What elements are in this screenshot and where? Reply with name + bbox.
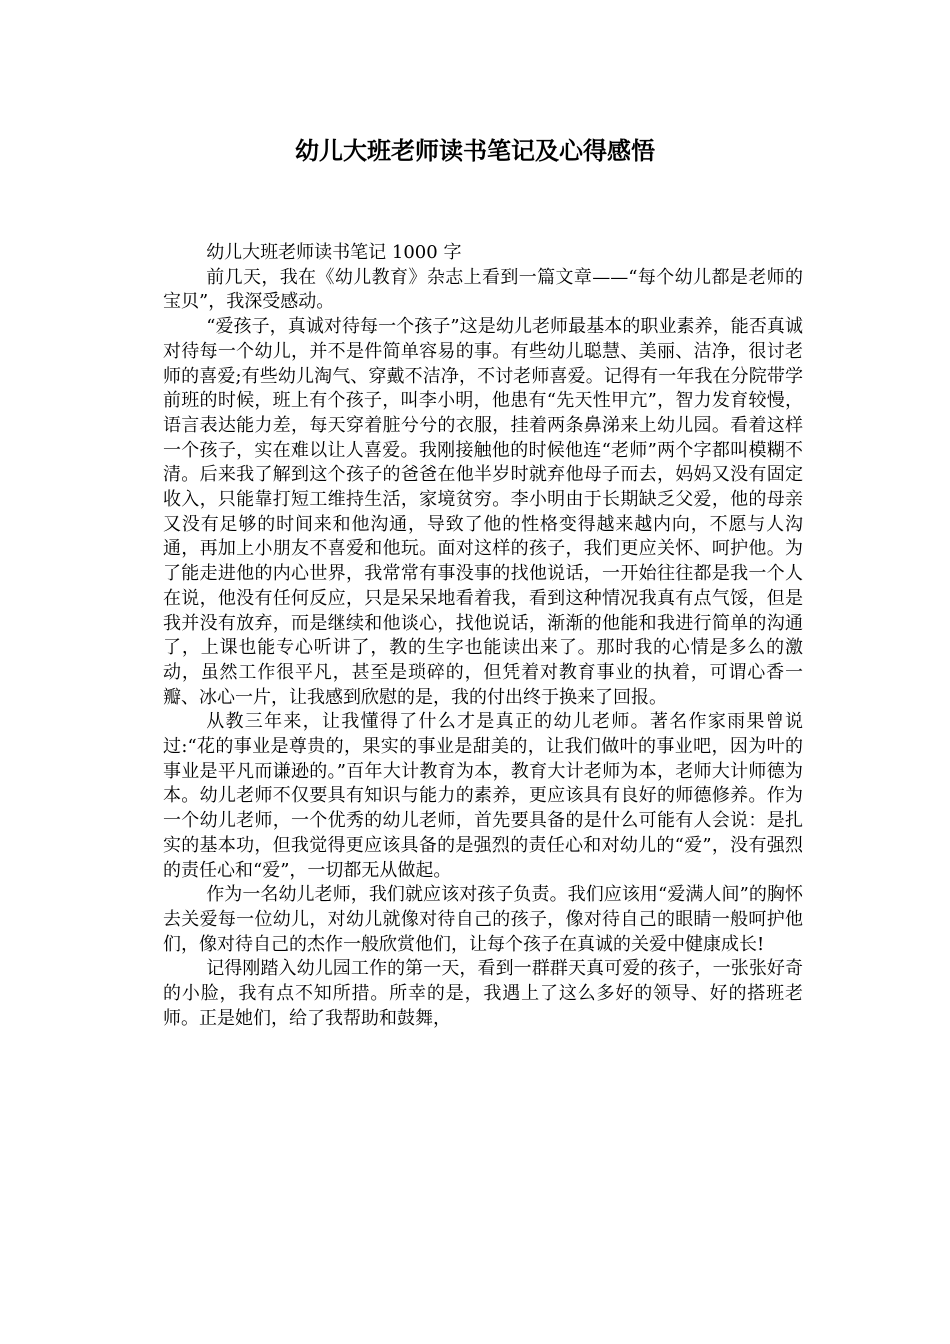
paragraph-heading: 幼儿大班老师读书笔记 1000 字: [206, 242, 462, 263]
paragraph: 作为一名幼儿老师，我们就应该对孩子负责。我们应该用“爱满人间”的胸怀去关爱每一位幼儿，对幼儿就像对待自己的孩子，像对待自己的眼睛一般呵护他们，像对待自己的杰作一般欣赏他们，让每个孩子在真诚的关爱中健康成长!: [163, 884, 803, 955]
paragraph: 从教三年来，让我懂得了什么才是真正的幼儿老师。著名作家雨果曾说过:“花的事业是尊贵的，果实的事业是甜美的，让我们做叶的事业吧，因为叶的事业是平凡而谦逊的。”百年大计教育为本，教育大计老师为本，老师大计师德为本。幼儿老师不仅要具有知识与能力的素养，更应该具有良好的师德修养。作为一个幼儿老师，一个优秀的幼儿老师，首先要具备的是什么可能有人会说：是扎实的基本功，但我觉得更应该具备的是强烈的责任心和对幼儿的“爱”，没有强烈的责任心和“爱”，一切都无从做起。: [163, 711, 803, 881]
paragraph: “爱孩子，真诚对待每一个孩子”这是幼儿老师最基本的职业素养，能否真诚对待每一个幼儿，并不是件简单容易的事。有些幼儿聪慧、美丽、洁净，很讨老师的喜爱;有些幼儿淘气、穿戴不洁净，不讨老师喜爱。记得有一年我在分院带学前班的时候，班上有个孩子，叫李小明，他患有“先天性甲亢”，智力发育较慢，语言表达能力差，每天穿着脏兮兮的衣服，挂着两条鼻涕来上幼儿园。看着这样一个孩子，实在难以让人喜爱。我刚接触他的时候他连“老师”两个字都叫模糊不清。后来我了解到这个孩子的爸爸在他半岁时就弃他母子而去，妈妈又没有固定收入，只能靠打短工维持生活，家境贫穷。李小明由于长期缺乏父爱，他的母亲又没有足够的时间来和他沟通，导致了他的性格变得越来越内向，不愿与人沟通，再加上小朋友不喜爱和他玩。面对这样的孩子，我们更应关怀、呵护他。为了能走进他的内心世界，我常常有事没事的找他说话，一开始往往都是我一个人在说，他没有任何反应，只是呆呆地看着我，看到这种情况我真有点气馁，但是我并没有放弃，而是继续和他谈心，找他说话，渐渐的他能和我进行简单的沟通了，上课也能专心听讲了，教的生字也能读出来了。那时我的心情是多么的激动，虽然工作很平凡，甚至是琐碎的，但凭着对教育事业的执着，可谓心香一瓣、冰心一片，让我感到欣慰的是，我的付出终于换来了回报。: [163, 316, 803, 708]
document-body: [163, 241, 803, 1032]
document-title: 幼儿大班老师读书笔记及心得感悟: [295, 137, 655, 165]
paragraph: 记得刚踏入幼儿园工作的第一天，看到一群群天真可爱的孩子，一张张好奇的小脸，我有点不知所措。所幸的是，我遇上了这么多好的领导、好的搭班老师。正是她们，给了我帮助和鼓舞，: [163, 958, 803, 1029]
paragraph: 前几天，我在《幼儿教育》杂志上看到一篇文章——“每个幼儿都是老师的宝贝”，我深受感动。: [163, 266, 803, 313]
